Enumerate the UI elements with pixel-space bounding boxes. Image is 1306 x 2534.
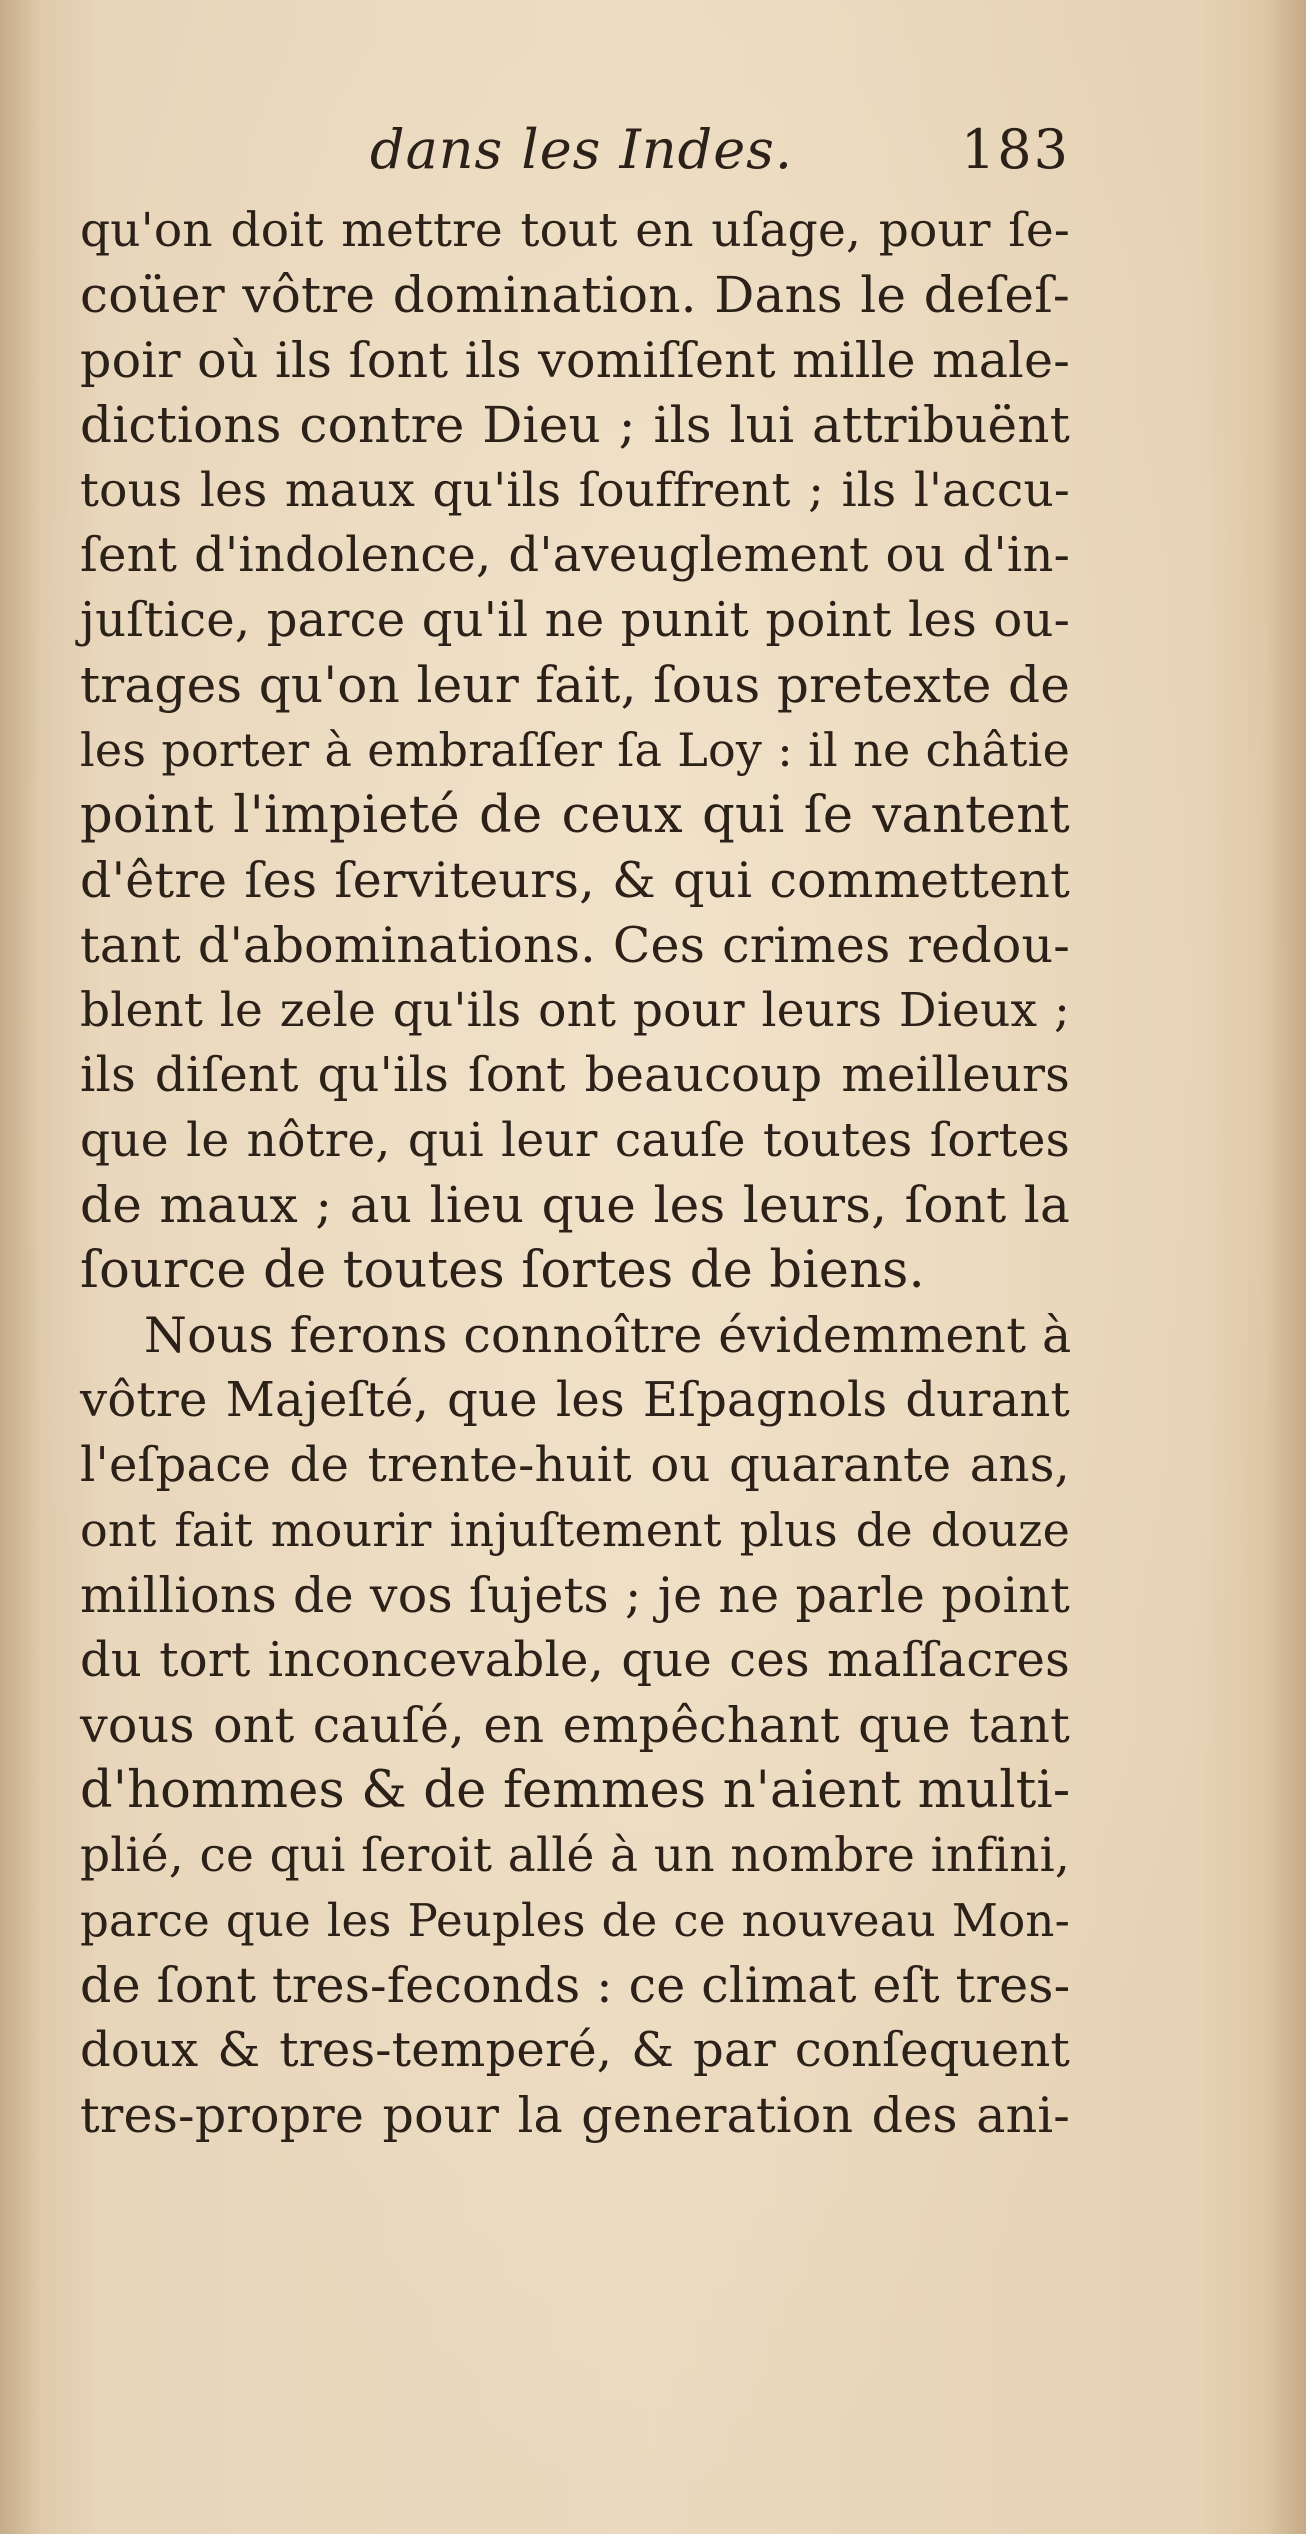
text-line: dictions contre Dieu ; ils lui attribuënt [80, 396, 1070, 454]
text-line: blent le zele qu'ils ont pour leurs Dieux ; [80, 983, 1070, 1038]
text-line: point l'impieté de ceux qui ſe vantent [80, 786, 1070, 845]
text-line: qu'on doit mettre tout en uſage, pour ſe- [80, 203, 1070, 258]
text-line: trages qu'on leur fait, ſous pretexte de [80, 656, 1070, 714]
text-line: ils diſent qu'ils ſont beaucoup meilleurs [80, 1047, 1070, 1103]
text-line: d'hommes & de femmes n'aient multi- [80, 1761, 1071, 1820]
page-number: 183 [960, 118, 1070, 181]
text-line: les porter à embraſſer ſa Loy : il ne châtie [80, 723, 1070, 777]
text-line: que le nôtre, qui leur cauſe toutes ſortes [80, 1113, 1070, 1168]
text-line: tres-propre pour la generation des ani- [80, 2087, 1070, 2144]
text-line: millions de vos ſujets ; je ne parle point [80, 1567, 1070, 1624]
text-line: coüer vôtre domination. Dans le deſeſ- [80, 266, 1070, 324]
running-head-title: dans les Indes. [370, 118, 794, 181]
text-line: doux & tres-temperé, & par conſequent [80, 2022, 1070, 2078]
text-line: vôtre Majeſté, que les Eſpagnols durant [80, 1372, 1070, 1428]
text-line: ſource de toutes ſortes de biens. [80, 1241, 925, 1300]
running-head [80, 118, 1070, 188]
text-line: juſtice, parce qu'il ne punit point les ou- [80, 592, 1070, 648]
text-line: tant d'abominations. Ces crimes redou- [80, 917, 1070, 974]
text-line: tous les maux qu'ils ſouffrent ; ils l'accu- [80, 463, 1070, 518]
text-line: poir où ils ſont ils vomiſſent mille male- [80, 332, 1070, 389]
text-line: d'être ſes ſerviteurs, & qui commettent [80, 852, 1070, 909]
text-line: parce que les Peuples de ce nouveau Mon- [80, 1894, 1070, 1947]
text-line: de ſont tres-feconds : ce climat eſt tres- [80, 1957, 1071, 2014]
page-right-edge [1266, 0, 1306, 2534]
page-left-edge [0, 0, 40, 2534]
text-line: vous ont cauſé, en empêchant que tant [80, 1697, 1070, 1754]
paragraph-2 [80, 1303, 1070, 2148]
text-line: l'eſpace de trente-huit ou quarante ans, [80, 1437, 1070, 1493]
text-line: ont fait mourir injuſtement plus de douze [80, 1503, 1070, 1557]
text-line: Nous ferons connoître évidemment à [144, 1307, 1072, 1364]
paragraph-1 [80, 198, 1070, 1303]
text-line: de maux ; au lieu que les leurs, ſont la [80, 1176, 1070, 1234]
body-text [80, 198, 1070, 2148]
text-line: ſent d'indolence, d'aveuglement ou d'in- [80, 527, 1070, 583]
text-line: du tort inconcevable, que ces maſſacres [80, 1632, 1070, 1688]
text-line: plié, ce qui ſeroit allé à un nombre infini, [80, 1828, 1070, 1883]
